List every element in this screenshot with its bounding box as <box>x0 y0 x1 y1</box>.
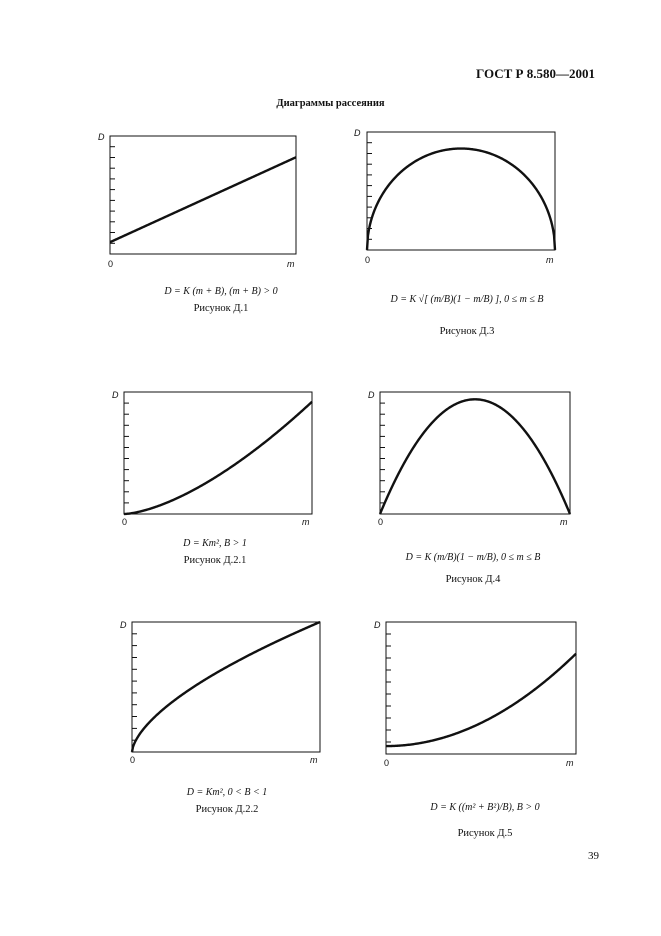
y-axis-label: D <box>374 620 381 630</box>
y-ticks <box>132 634 137 740</box>
page-title: Диаграммы рассеяния <box>276 98 385 109</box>
caption-d3: Рисунок Д.3 <box>439 326 495 337</box>
x-axis-label: m <box>566 758 574 768</box>
y-ticks <box>386 634 391 742</box>
caption-d1: Рисунок Д.1 <box>193 303 249 314</box>
plot-frame <box>386 622 576 754</box>
plot-frame <box>124 392 312 514</box>
y-axis-label: D <box>354 128 361 138</box>
origin-label: 0 <box>108 259 114 269</box>
y-axis-label: D <box>112 390 119 400</box>
y-axis-label: D <box>120 620 127 630</box>
x-axis-label: m <box>310 755 318 765</box>
caption-d22: Рисунок Д.2.2 <box>195 804 259 815</box>
x-axis-label: m <box>287 259 295 269</box>
y-ticks <box>124 403 129 503</box>
origin-label: 0 <box>384 758 390 768</box>
caption-d21: Рисунок Д.2.1 <box>183 555 247 566</box>
x-axis-label: m <box>302 517 310 527</box>
formula-d5: D = K ((m² + B²)/B), B > 0 <box>430 802 540 813</box>
y-axis-label: D <box>98 132 105 142</box>
plot-d3 <box>352 124 566 268</box>
plot-frame <box>380 392 570 514</box>
caption-d4: Рисунок Д.4 <box>445 574 501 585</box>
plot-d22 <box>118 614 330 766</box>
plot-d5 <box>372 614 584 766</box>
origin-label: 0 <box>122 517 128 527</box>
y-ticks <box>380 403 385 503</box>
formula-d3: D = K √[ (m/B)(1 − m/B) ], 0 ≤ m ≤ B <box>390 294 544 305</box>
plot-d4 <box>366 384 580 526</box>
x-axis-label: m <box>560 517 568 527</box>
formula-d22: D = Km², 0 < B < 1 <box>186 787 268 798</box>
formula-d21: D = Km², B > 1 <box>183 538 247 549</box>
formula-d1: D = K (m + B), (m + B) > 0 <box>164 286 278 297</box>
plot-frame <box>132 622 320 752</box>
origin-label: 0 <box>365 255 371 265</box>
x-axis-label: m <box>546 255 554 265</box>
origin-label: 0 <box>378 517 384 527</box>
origin-label: 0 <box>130 755 136 765</box>
curve <box>367 149 555 250</box>
formula-d4: D = K (m/B)(1 − m/B), 0 ≤ m ≤ B <box>405 552 541 563</box>
curve <box>132 622 320 752</box>
y-axis-label: D <box>368 390 375 400</box>
caption-d5: Рисунок Д.5 <box>457 828 513 839</box>
curve <box>380 399 570 514</box>
plot-d1 <box>96 128 306 270</box>
page-number: 39 <box>588 850 599 862</box>
curve <box>110 157 296 242</box>
plot-frame <box>110 136 296 254</box>
y-ticks <box>110 147 115 244</box>
curve <box>124 402 312 514</box>
plot-d21 <box>110 384 322 526</box>
curve <box>386 654 576 746</box>
standard-header: ГОСТ Р 8.580—2001 <box>476 66 595 81</box>
